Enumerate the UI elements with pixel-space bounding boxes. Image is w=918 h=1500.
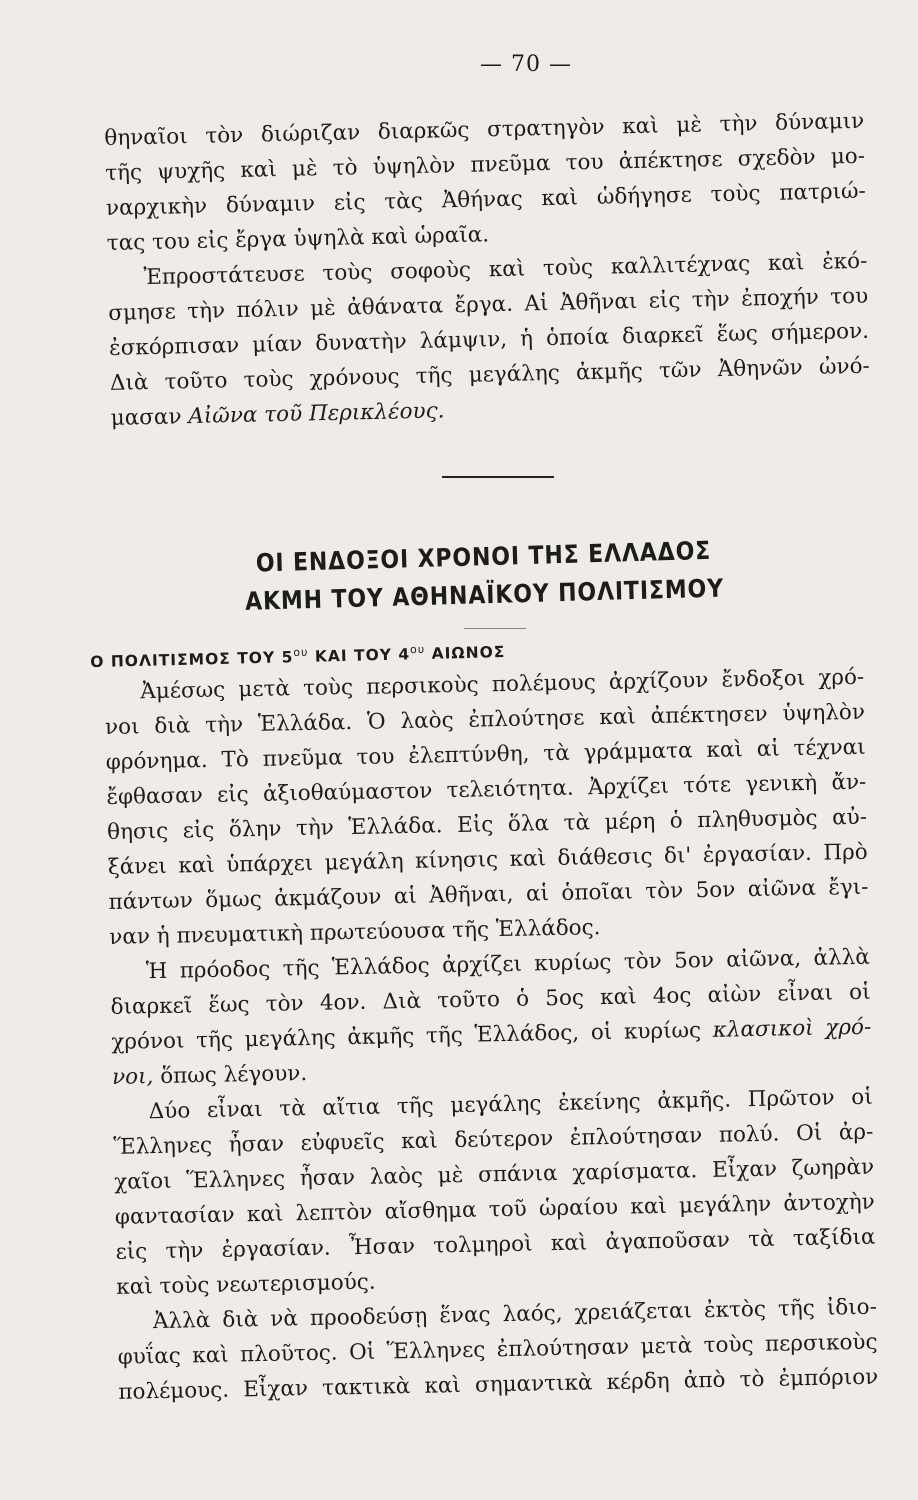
text-line: θηναῖοι τὸν διώριζαν διαρκῶς στρατηγὸν καὶ μὲ τὴν δύναμιν	[104, 108, 865, 151]
text-line: φυΐας καὶ πλοῦτος. Οἱ Ἕλληνες ἐπλούτησαν μετὰ τοὺς περσικοὺς	[117, 1329, 878, 1371]
section-heading-text: Ο ΠΟΛΙΤΙΣΜΟΣ ΤΟΥ 5	[90, 648, 294, 672]
section-heading-text: ΑΙΩΝΟΣ	[425, 643, 506, 663]
text-span: ὅπως λέγουν.	[153, 1061, 308, 1090]
italic-phrase: κλασικοὶ χρό-	[712, 1014, 872, 1044]
text-line: Ἕλληνες ἦσαν εὐφυεῖς καὶ δεύτερον ἐπλούτησαν πολύ. Οἱ ἀρ-	[113, 1119, 874, 1161]
text-line: διαρκεῖ ἕως τὸν 4ον. Διὰ τοῦτο ὁ 5ος καὶ 4ος αἰὼν εἶναι οἱ	[110, 979, 871, 1021]
text-line: νοι διὰ τὴν Ἑλλάδα. Ὁ λαὸς ἐπλούτησε καὶ ἀπέκτησεν ὑψηλὸν	[104, 699, 866, 741]
body-text	[104, 660, 893, 1410]
title-rule	[464, 628, 526, 629]
text-line: ἐσκόρπισαν μίαν δυνατὴν λάμψιν, ἡ ὁποία διαρκεῖ ἕως σήμερον.	[108, 318, 870, 361]
chapter-title-line-2: ΑΚΜΗ ΤΟΥ ΑΘΗΝΑΪΚΟΥ ΠΟΛΙΤΙΣΜΟΥ	[244, 573, 725, 616]
text-line: Ἀλλὰ διὰ νὰ προοδεύσῃ ἕνας λαός, χρειάζεται ἐκτὸς τῆς ἰδιο-	[152, 1294, 878, 1335]
italic-phrase: νοι,	[111, 1064, 154, 1091]
ordinal-superscript: ου	[293, 645, 309, 660]
italic-phrase: Αἰῶνα τοῦ Περικλέους.	[188, 398, 445, 430]
text-line: ξάνει καὶ ὑπάρχει μεγάλη κίνησις καὶ διάθεσις δι' ἐργασίαν. Πρὸ	[107, 839, 868, 881]
text-line: Ἡ πρόοδος τῆς Ἑλλάδος ἀρχίζει κυρίως τὸν 5ον αἰῶνα, ἀλλὰ	[145, 944, 871, 985]
chapter-title	[103, 527, 879, 625]
text-line: χαῖοι Ἕλληνες ἦσαν λαὸς μὲ σπάνια χαρίσματα. Εἶχαν ζωηρὰν	[113, 1154, 875, 1196]
text-line: φρόνημα. Τὸ πνεῦμα του ἐλεπτύνθη, τὰ γράμματα καὶ αἱ τέχναι	[105, 734, 866, 776]
text-span: χρόνοι τῆς μεγάλης ἀκμῆς τῆς Ἑλλάδος, οἱ κυρίως	[111, 1018, 714, 1056]
text-line: Ἀμέσως μετὰ τοὺς περσικοὺς πολέμους ἀρχίζουν ἔνδοξοι χρό-	[140, 664, 865, 705]
text-line: φαντασίαν καὶ λεπτὸν αἴσθημα τοῦ ὡραίου καὶ μεγάλην ἀντοχὴν	[114, 1189, 875, 1231]
text-line: Ἐπροστάτευσε τοὺς σοφοὺς καὶ τοὺς καλλιτέχνας καὶ ἐκό-	[143, 248, 868, 291]
text-line: ἔφθασαν εἰς ἀξιοθαύμαστον τελειότητα. Ἀρχίζει τότε γενικὴ ἄν-	[106, 769, 867, 811]
text-line: τας του εἰς ἔργα ὑψηλὰ καὶ ὡραῖα.	[106, 222, 490, 256]
page-number: — 70 —	[480, 52, 572, 77]
text-line: πολέμους. Εἶχαν τακτικὰ καὶ σημαντικὰ κέρδη ἀπὸ τὸ ἐμπόριον	[118, 1364, 879, 1406]
text-line: πάντων ὅμως ἀκμάζουν αἱ Ἀθῆναι, αἱ ὁποῖαι τὸν 5ον αἰῶνα ἔγι-	[108, 874, 869, 916]
text-line: ναν ἡ πνευματικὴ πρωτεύουσα τῆς Ἑλλάδος.	[109, 915, 601, 951]
text-line: καὶ τοὺς νεωτερισμούς.	[116, 1269, 376, 1301]
text-line: Δύο εἶναι τὰ αἴτια τῆς μεγάλης ἐκείνης ἀκμῆς. Πρῶτον οἱ	[148, 1084, 873, 1125]
text-line: ναρχικὴν δύναμιν εἰς τὰς Ἀθήνας καὶ ὡδήγησε τοὺς πατριώ-	[105, 178, 867, 221]
text-line: σμησε τὴν πόλιν μὲ ἀθάνατα ἔργα. Αἱ Ἀθῆναι εἰς τὴν ἐποχήν του	[108, 283, 869, 326]
section-divider	[442, 476, 554, 478]
section-heading-text: ΚΑΙ ΤΟΥ 4	[308, 645, 411, 666]
ordinal-superscript: ου	[409, 642, 426, 657]
text-line: εἰς τὴν ἐργασίαν. Ἦσαν τολμηροὶ καὶ ἀγαποῦσαν τὰ ταξίδια	[115, 1224, 876, 1266]
text-line: τῆς ψυχῆς καὶ μὲ τὸ ὑψηλὸν πνεῦμα του ἀπέκτησε σχεδὸν μο-	[104, 143, 866, 186]
text-line: Διὰ τοῦτο τοὺς χρόνους τῆς μεγάλης ἀκμῆς τῶν Ἀθηνῶν ὠνό-	[109, 353, 871, 396]
chapter-title-line-1: ΟΙ ΕΝΔΟΞΟΙ ΧΡΟΝΟΙ ΤΗΣ ΕΛΛΑΔΟΣ	[255, 535, 712, 578]
text-line: θησις εἰς ὅλην τὴν Ἑλλάδα. Εἰς ὅλα τὰ μέρη ὁ πληθυσμὸς αὐ-	[106, 804, 868, 846]
intro-paragraph	[104, 103, 885, 435]
text-span: μασαν	[110, 404, 189, 431]
